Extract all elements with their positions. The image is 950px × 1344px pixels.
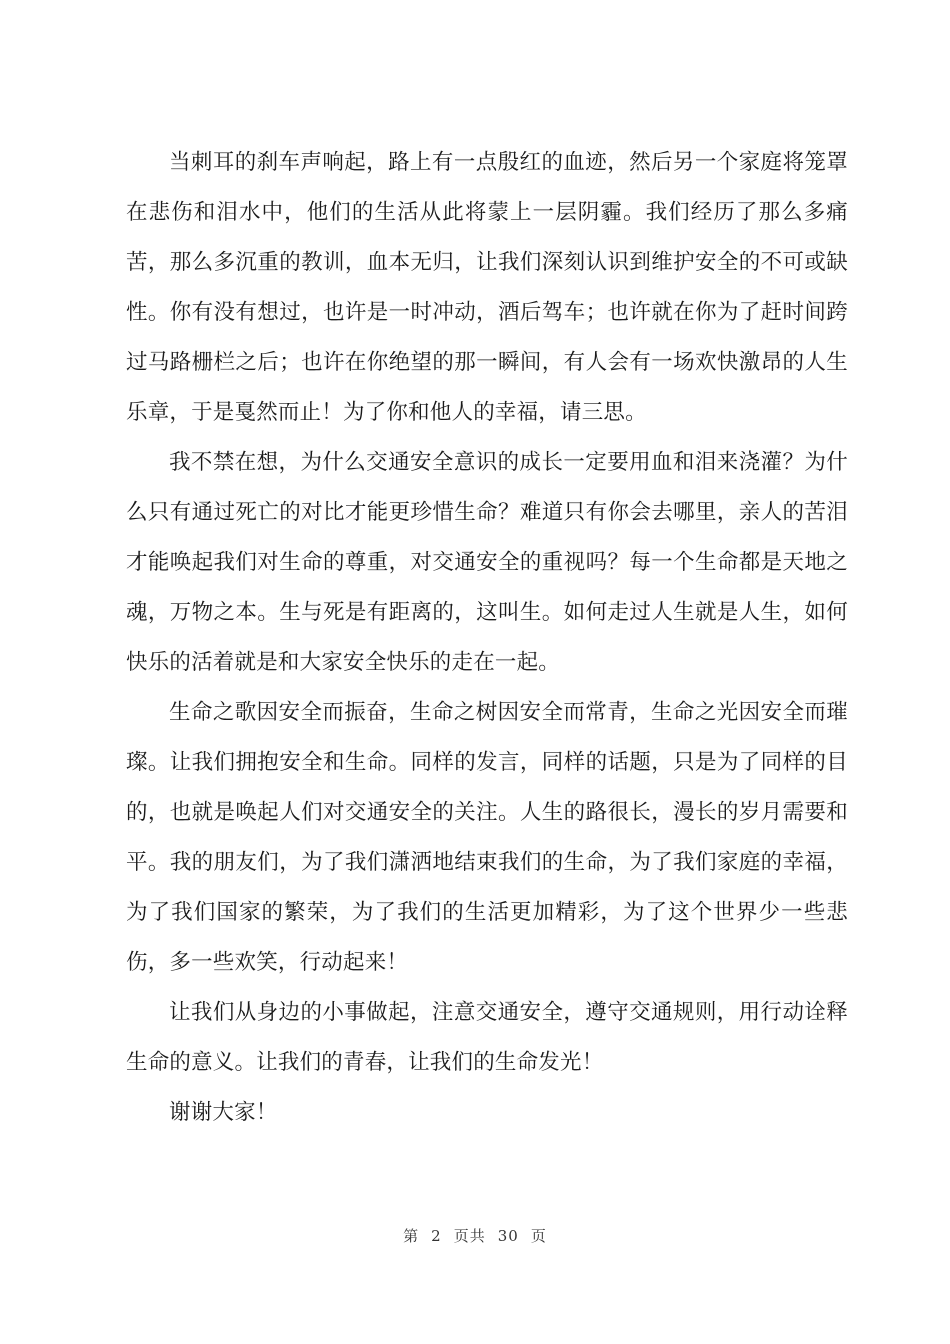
paragraph-3: 生命之歌因安全而振奋，生命之树因安全而常青，生命之光因安全而璀璨。让我们拥抱安全和生命。同样的发言，同样的话题，只是为了同样的目的，也就是唤起人们对交通安全的关注。人生的路很长，漫长的岁月需要和平。我的朋友们，为了我们潇洒地结束我们的生命，为了我们家庭的幸福，为了我们国家的繁荣，为了我们的生活更加精彩，为了这个世界少一些悲伤，多一些欢笑，行动起来！: [126, 700, 848, 975]
paragraph-4: 让我们从身边的小事做起，注意交通安全，遵守交通规则，用行动诠释生命的意义。让我们的青春，让我们的生命发光！: [126, 1000, 848, 1075]
footer-middle: 页共: [453, 1227, 486, 1245]
footer-prefix: 第: [403, 1227, 420, 1245]
paragraph-1: 当刺耳的刹车声响起，路上有一点殷红的血迹，然后另一个家庭将笼罩在悲伤和泪水中，他们的生活从此将蒙上一层阴霾。我们经历了那么多痛苦，那么多沉重的教训，血本无归，让我们深刻认识到维护安全的不可或缺性。你有没有想过，也许是一时冲动，酒后驾车；也许就在你为了赶时间跨过马路栅栏之后；也许在你绝望的那一瞬间，有人会有一场欢快激昂的人生乐章，于是戛然而止！为了你和他人的幸福，请三思。: [126, 150, 848, 425]
footer-suffix: 页: [530, 1227, 547, 1245]
footer-current-page: 2: [431, 1227, 442, 1245]
paragraph-5: 谢谢大家！: [169, 1100, 278, 1125]
page-number-footer: [0, 1225, 950, 1246]
paragraph-2: 我不禁在想，为什么交通安全意识的成长一定要用血和泪来浇灌？为什么只有通过死亡的对比才能更珍惜生命？难道只有你会去哪里，亲人的苦泪才能唤起我们对生命的尊重，对交通安全的重视吗？每一个生命都是天地之魂，万物之本。生与死是有距离的，这叫生。如何走过人生就是人生，如何快乐的活着就是和大家安全快乐的走在一起。: [126, 450, 848, 675]
footer-total-pages: 30: [497, 1227, 519, 1245]
document-body: [126, 138, 848, 1138]
